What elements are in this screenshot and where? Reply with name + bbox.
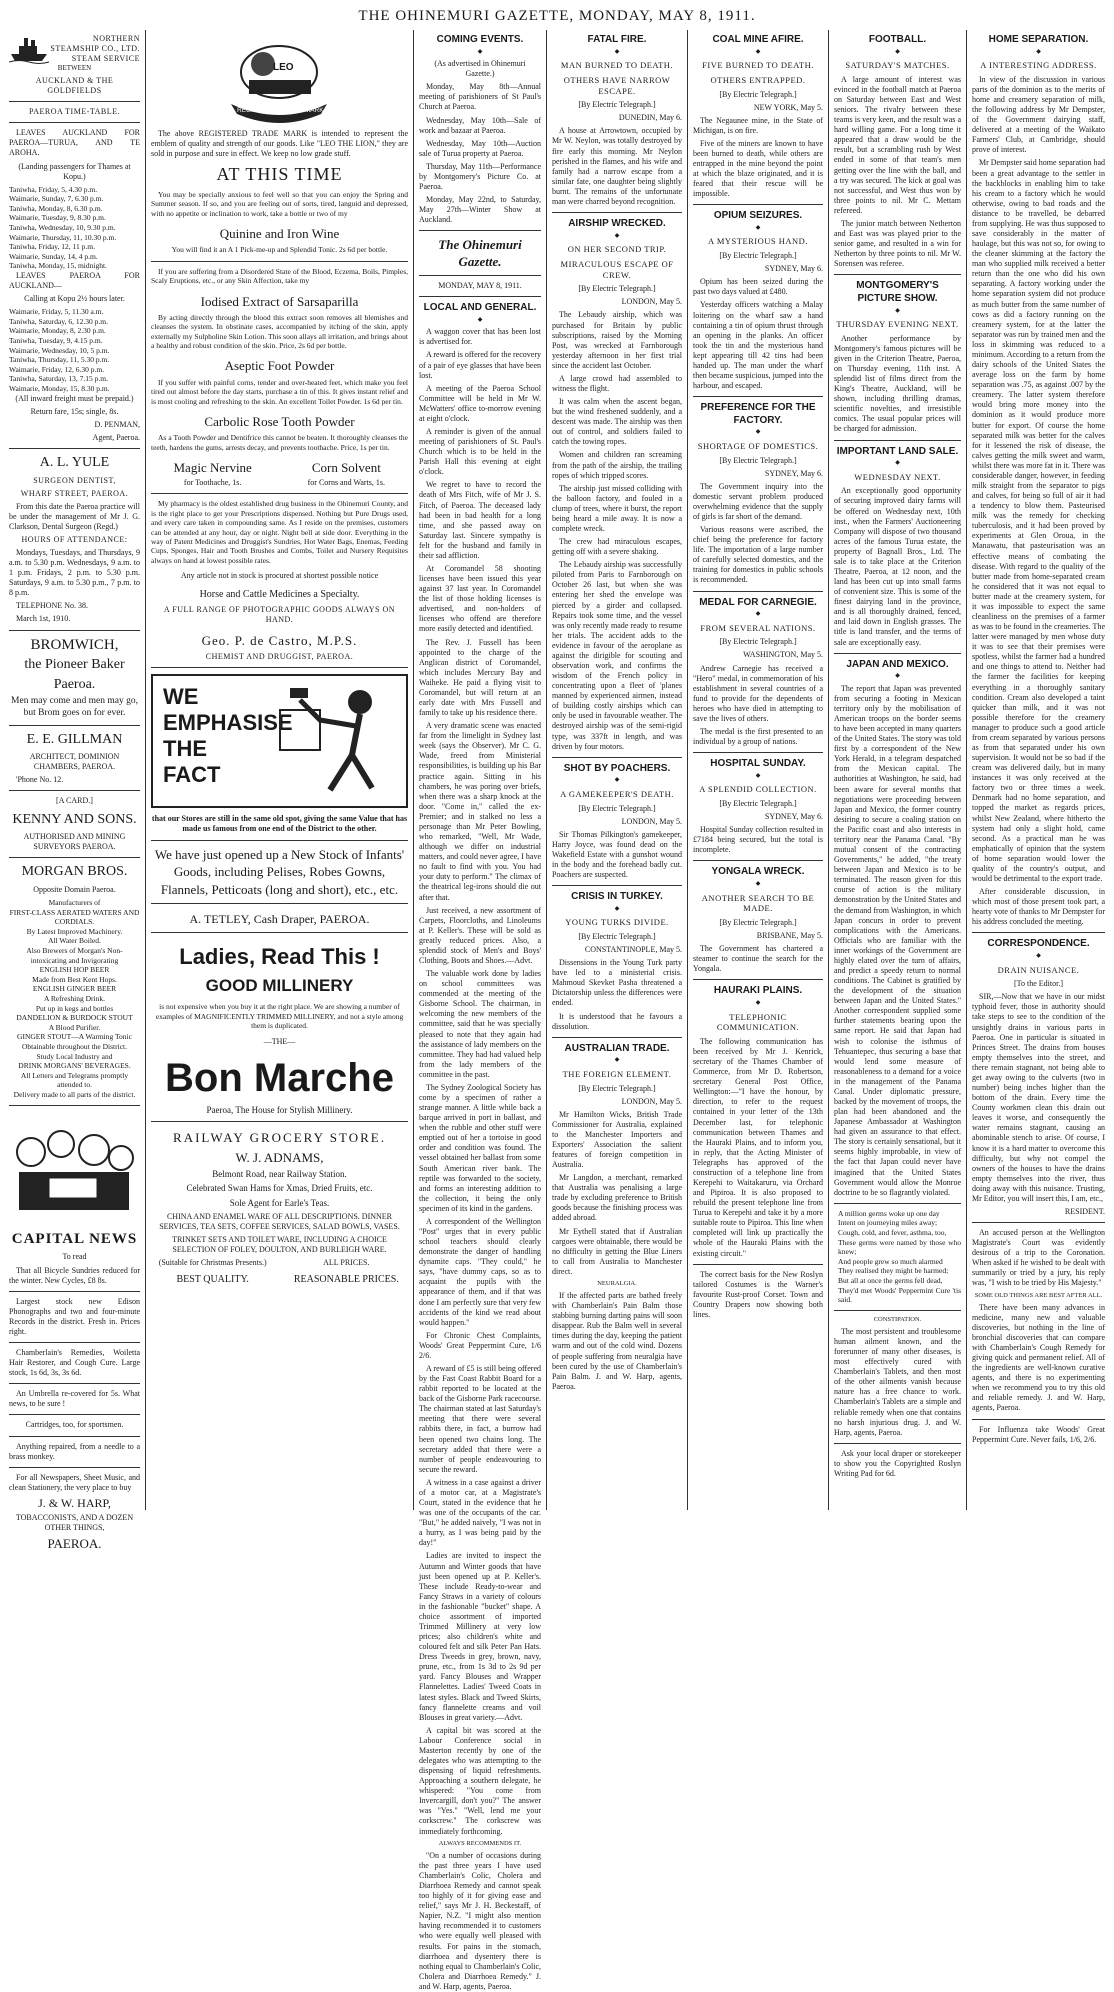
airship-para: A large crowd had assembled to witness the flight. [552,373,682,393]
home-para: After considerable discussion, in which most of those present took part, a hearty vote of thanks to Mr Dempster for his address concluded the meeting. [972,887,1105,927]
aus-para: Mr Hamilton Wicks, British Trade Commissioner for Australia, explained to the Manchester Importers and Exporters' Association the salient features of foreign competition in Australia. [552,1109,682,1170]
column-7: HOME SEPARATION. ◆ A INTERESTING ADDRESS. In view of the discussion in various parts of the dominion as to the merits of home and creamery separation of milk, the following address by Mr Dempster, of the Government dairying staff, delivered at a meeting of the Waikato Farmers' Club, at Cambridge, should prove of interest. Mr Dempster said home separation had been a great advantage to the settler in the backblocks in enabling him to take his cream to a factory which he would otherwise, owing to bad roads and the distance to be travelled, be debarred from supplying. He was thus supposed to save considerably in the matter of haulage, but this was not so, for owing to the cleaner skimming at the factory the man who supplied milk received a better return than the one who did his own separating. A factory working under the home separation system did not produce as much butter from the same number of cows as did a factory running on the creamery system, for at the latter the separator was run by trained men and the loss in skimming was reduced to a minimum. According to a return from the dairy schools of the United States the average loss on the farm by home separation was .75, as against .007 by the creamery. The latter system therefore would bring more money into the dominion as it would produce more butter for export. Of course the home separated milk was better for the calves for it lessened the risk of disease, the calves getting the milk sweet and warm, whilst there was more fat in it. There was considerable danger, however, in feeding milk straight from the separator to pigs and calves, for being so full of air it had a tendency to blow them. Pasteurised milk was the remedy for checking tuberculosis, and it had been proved by experiments at Glen Oroua, in the Manawatu, that pasteurisation was an effective means of combating the disease. With regard to the quality of the butter made from home-separated cream he considered that it was not equal to butter made at the creamery system, for it was impossible to expect the same cleanliness on the premises of a farmer as was to be found in the creameries. The latter were managed by men whose duty it was to see that their premises were spotless, whilst the farmer had a hundred and one things to attend to. Neither had the farmer the facilities for keeping everything in a thoroughly sanitary condition. Cream also developed a taint quicker than milk, and it was not possible therefore for the creamery manager to produce such a good article from cream separated by various persons as from that separated under his own supervision. It would not be so bad if the cream was delivered daily, but in many instances it was only received at the factory two or three times a week. Denmark had no home separation, and topped the market as regards prices, whilst New Zealand, where hitherto the system had only a slight hold, came second. As a practical man he was emphatically of opinion that the system of home separation would lower the quality of the country's output, and would be detrimental to the export trade. After considerable discussion, in which most of those present took part, a hearty vote of thanks to Mr Dempster for his address concluded the meeting. CORRESPONDENCE. ◆ DRAIN NUISANCE. [To the Editor.] SIR,—Now that we have in our midst typhoid fever, those in authority should take steps to see to the condition of the unsightly drains in various parts in Paeroa. One in particular is situated in Princes Street. The drains from houses empty themselves into the street, and there remain stagnant, not being able to get away owing to the culverts (two in number) being inches higher than the bottom of the drain. Every time the County workmen clean this drain out leaves it worse, and consequently the water remains stagnant, causing an abominable stench to arise. Of course, I know it is a hard matter to overcome this difficulty, but why not compel the owners of the houses to have the drains empty themselves into the river, thus doing away with this nuisance. Trusting, Mr Editor, you will insert this, I am, etc., RESIDENT. An accused person at the Wellington Magistrate's Court was evidently desirous of a trip to the Coronation. When asked if he wished to be dealt with summarily or tried by a jury, his reply was, "I wish to be tried by His Majesty." SOME OLD THINGS ARE BEST AFTER ALL. There have been many advances in medicine, many new and valuable discoveries, but nothing in the line of bronchial discoveries that can compare with Chamberlain's Cough Remedy for giving quick and permanent relief. All of the ingredients are well-known curative agents, and there is no experimenting when we recommend you to try this old and reliable remedy. J. and W. Harp, agents, Paeroa. For Influenza take Woods' Great Peppermint Cure. Never fails, 1/6, 2/6. [972,34,1105,1444]
fire-sub-2: OTHERS HAVE NARROW ESCAPE. [563,74,671,96]
local-item: The valuable work done by ladies on school committees was commended at the meeting of the Gisborne School. The chairman, in welcoming the new members of the committee, said that he was specially pleased to note that they again had the assistance of lady members on the committee. They had had valued help from the lady members of the committee in the past. [419,969,541,1079]
hams-line: Celebrated Swan Hams for Xmas, Dried Fruits, etc. [186,1183,373,1194]
column-2 [146,30,414,1510]
pref-telegraph: [By Electric Telegraph.] [719,455,797,465]
pharmacy-text: My pharmacy is the oldest established drug business in the Ohinemuri County, and is the right place to get your Prescriptions dispensed. Nothing but Pure Drugs used, and every care taken in compounding same. As I reside on the premises, customers can be attended at any hour, day or night. Night bell at side door. Everything in the way of Patent Medicines and Druggist's Sundries, Hot Water Bags, Enemas, Feeding Cups, Sponges, Hair and Tooth Brushes and Combs, Toilet and Nursery Requisites always on hand at lowest possible rates. [151,499,408,565]
capital-line: An Umbrella re-covered for 5s. What news, to be sure ! [9,1389,140,1409]
tetley-line: A. TETLEY, Cash Draper, PAEROA. [189,912,370,927]
medal-para: The medal is the first presented to an individual by a group of nations. [693,727,823,747]
poem-line: A million germs woke up one day [838,1208,940,1218]
poem-line: Intent on journeying miles away; [838,1218,938,1228]
bromwich-2: the Pioneer Baker [24,657,125,673]
coal-place: NEW YORK, May 5. [753,102,823,112]
gazette-title: The Ohinemuri Gazette. [438,237,522,269]
capital-line: Chamberlain's Remedies, Woiletta Hair Restorer, and Cough Cure. Large stock, 1s 6d, 3s, 3s 6d. [9,1348,140,1378]
fire-heading: FATAL FIRE. [587,34,647,45]
airship-para: The Lebaudy airship was successfully piloted from Paris to Farnborough on October 26 last, but when she was entering her shed the envelope was pierced by a girder and collapsed. Repairs took some time, and the vessel was only recently made ready to resume her trials. The accident adds to the evidence in favour of the aeroplane as against the dirigible for scouting and observation work, and confirms the wisdom of the French policy in concentrating upon a fleet of 'planes manned by experienced airmen, instead of building costly airships which can only be used in favourable weather. The destroyed airship was of the semi-rigid type, was 337ft in length, and was driven by four motors. [552,560,682,751]
return-fare: Return fare, 15s; single, 8s. [30,406,119,416]
drain-to: [To the Editor.] [1014,979,1063,989]
emphasise-text: that our Stores are still in the same old spot, giving the same Value that has made us famous from one end of the District to the other. [151,814,408,834]
calling-note: Calling at Kopu 2½ hours later. [24,294,125,304]
sailing-item: Waimarie, Friday, 5, 11.30 a.m. [9,307,104,317]
poach-sub: A GAMEKEEPER'S DEATH. [560,788,674,799]
aus-para: Mr Langdon, a merchant, remarked that Australia was penalising a large trade by excluding preference to British goods because the finishing process was added abroad. [552,1173,682,1223]
aseptic-heading: Aseptic Foot Powder [224,358,335,374]
morgan-line: Also Brewers of Morgan's Non-intoxicating and Invigorating [26,946,123,965]
medal-place: WASHINGTON, May 5. [743,650,823,660]
kenny-title: AUTHORISED AND MINING SURVEYORS PAEROA. [23,832,126,852]
medal-para: Andrew Carnegie has received a "Hero" medal, in commemoration of his establishment in several countries of a fund to provide for the dependents of heroes who have died in attempting to save the lives of others. [693,663,823,723]
hosp-heading: HOSPITAL SUNDAY. [710,758,806,770]
sailing-item: Taniwha, Tuesday, 9, 4.15 p.m. [9,336,103,346]
morgan-line: ENGLISH HOP BEER [39,965,110,975]
old-text: There have been many advances in medicine, many new and valuable discoveries, but nothing in the line of bronchial discoveries that can compare with Chamberlain's Cough Remedy for giving quick and permanent relief. All of the ingredients are well-known curative agents, and there is no experimenting when we recommend you to try this old and reliable remedy. J. and W. Harp, agents, Paeroa. [972,1302,1105,1413]
sailings-list-1 [9,185,140,271]
local-item: A reward is offered for the recovery of a pair of eye glasses that have been lost. [419,350,541,380]
local-item: Just received, a new assortment of Carpets, Floorcloths, and Linoleums at P. Keller's. These will be sold as greatly reduced prices. Also, a splendid stock of Men's and Boys' Clothing, Boots and Shoes.—Advt. [419,905,541,965]
man-hammering-illustration [260,680,400,800]
local-item: Ladies are invited to inspect the Autumn and Winter goods that have just been opened up at P. Keller's. These include Ready-to-wear and Fancy Straws in a variety of colours in the fashionable "bucket" shape. A choice assortment of imported Trimmed Millinery at very low prices; also children's white and coloured felt and silk Peter Pan Hats. Dress Tweeds in grey, brown, navy, prune, etc., from 1s 3d to 2s 9d per yard. Fancy Blouses and Wrapper Flannelettes. Ladies' Tweed Coats in latest styles. Black and Tweed Skirts, fancy flannelette creams and voil Blouses in great variety.—Advt. [419,1551,541,1722]
const-text: The most persistent and troublesome human ailment known, and the forerunner of many other diseases, is most effectively cured with Chamberlain's Tablets, and then most of the other ailments vanish because nature has a free chance to work. Chamberlain's Tablets are a simple and reliable remedy when one that contains no harsh injurious drug. J. and W. Harp, agents, Paeroa. [834,1326,961,1437]
bromwich-text: Men may come and men may go, but Brom goes on for ever. [11,695,138,718]
pref-heading: PREFERENCE FOR THE FACTORY. [700,402,816,426]
agent-title: Agent, Paeroa. [92,432,140,442]
haur-sub: TELEPHONIC COMMUNICATION. [716,1011,800,1033]
event-item: Monday, May 8th—Annual meeting of parishioners of St Paul's Church at Paeroa. [419,82,541,112]
at-this-time-text: You may be specially anxious to feel well so that you can enjoy the Spring and Summer season. If so, and you are feeling out of sorts, tired, languid and depressed, with no appetite or inclination to work, take a bottle or two of my [151,189,408,218]
event-item: Wednesday, May 10th—Auction sale of Turua property at Paeroa. [419,138,541,158]
procured-text: Any article not in stock is procured at shortest possible notice [180,571,379,581]
hosp-telegraph: [By Electric Telegraph.] [719,799,797,809]
decastro-name: Geo. P. de Castro, M.P.S. [201,632,358,648]
roslyn-text: Ask your local draper or storekeeper to show you the Copyrighted Roslyn Writing Pad for 6d. [834,1448,961,1478]
column-6: FOOTBALL. ◆ SATURDAY'S MATCHES. A large amount of interest was evinced in the football match at Paeroa on Saturday between East and West seniors. The rivalry between these teams is very keen, and the result was a hard willing game. For a long time it appeared that a draw would be the result, but a scrambling rush by West ended in some of that team's men getting over the line with the ball, and a try was secured. The kick at goal was not successful, and West thus won by three points to nil. Mr C. Mettam refereed. The junior match between Netherton and East was was played prior to the senior game, and resulted in a win for Netherton by three points to nil. Mr W. Sorensen was referee. MONTGOMERY'S PICTURE SHOW. ◆ THURSDAY EVENING NEXT. Another performance by Montgomery's famous pictures will be given in the Criterion Theatre, Paeroa, on Thursday evening, 11th inst. A splendid list of films direct from the King's Theatre, Auckland, will be shown, including thrilling dramas, scientific novelties, and irresistible comics. The usual popular prices will be charged for admission. IMPORTANT LAND SALE. ◆ WEDNESDAY NEXT. An exceptionally good opportunity of securing improved dairy farms will be offered on Wednesday next, 10th inst., when the Farmers' Auctioneering Company will dispose of two thousand acres of the famous Turua estate, the property of Bagnall Bros., Ltd. The sale is to take place at the Criterion Theatre, Paeroa, at 12 noon, and the land has been cut up into small farms of convenient size. This is some of the finest dairying land in the province, and is all thoroughly drained, fenced, and laid down in English grasses. The title is land transfer, and the terms of sale are exceptionally easy. JAPAN AND MEXICO. ◆ The report that Japan was prevented from securing a footing in Mexican territory only by the mobilisation of American troops on the border seems to have been accepted in many quarters of the United States. The story was told first by a correspondent of the New York Herald, in a telegram despatched from the Mexican capital. The authorities at Washington, he said, had been aware for several months that negotiations were proceeding between Japan and Mexico, the former country desiring to secure a coaling station on the Pacific coast and also interests in territory near the Panama Canal. "By mutual consent of the contracting Governments," he added, "the treaty between Japan and Mexico is to be terminated. The reason given for this course of action is the military demonstration by the United States and the demand from Washington, in which Japan concurs in order to prevent complications with the Americans. Officials who are familiar with the inner workings of the Government are highly elated over the turn of affairs, and predict a speedy return to normal conditions. The Cabinet is gratified by the development of the situation between Japan and the United States." Another correspondent supplied some further statements bearing upon the same report. He said that Japan had wish to colonise the isthmus of Tehuantepec, thus securing a base that would lend some measure of reasonableness to a demand for a voice in the management of the Panama Canal. Under diplomatic pressure, backed by the movement of troops, the plan had been abandoned and the Japanese Ambassador at Washington had given an assurance to that effect. The story is certainly sensational, but it seems highly improbable, in view of the fact that Japan could never have imagined that the United States Government would allow the Monroe doctrine to be so flagrantly violated. A million germs woke up one day Intent on journeying miles away; Cough, cold, and fever, asthma, too, These germs were named by those who knew; And people grew so much alarmed They realised they might be harmed; But all at once the germs fell dead, They'd met Woods' Peppermint Cure 'tis said. CONSTIPATION. The most persistent and troublesome human ailment known, and the forerunner of many other diseases, is most effectively cured with Chamberlain's Tablets, and then most of the other ailments vanish because nature has a free chance to work. Chamberlain's Tablets are a simple and reliable remedy when one that contains no harsh injurious drug. J. and W. Harp, agents, Paeroa. Ask your local draper or storekeeper to show you the Copyrighted Roslyn Writing Pad for 6d. [829,30,967,1510]
sailing-item: Taniwha, Thursday, 11, 5.30 p.m. [9,355,110,365]
pref-sub: SHORTAGE OF DOMESTICS. [697,440,819,451]
event-item: Wednesday, May 10th—Sale of work and bazaar at Paeroa. [419,115,541,135]
turkey-heading: CRISIS IN TURKEY. [571,891,663,903]
quinine-text: You will find it an A 1 Pick-me-up and Splendid Tonic. 2s 6d per bottle. [171,245,388,255]
sailing-item: Taniwha, Saturday, 6, 12.30 p.m. [9,316,108,326]
local-item: A reminder is given of the annual meeting of parishioners of St. Paul's Church which is to be held in the Parish Hall this evening at eight o'clock. [419,426,541,477]
morgan-line: Put up in kegs and bottles [35,1003,114,1013]
local-item: A waggon cover that has been lost is advertised for. [419,327,541,347]
poem-line: But all at once the germs fell dead, [838,1275,943,1285]
foot-sub: SATURDAY'S MATCHES. [845,60,950,71]
local-item: For Chronic Chest Complaints, Woods' Great Peppermint Cure, 1/6 2/6. [419,1330,541,1360]
quinine-heading: Quinine and Iron Wine [219,226,340,242]
yule-address: WHARF STREET, PAEROA. [20,488,129,498]
sailing-item: Waimarie, Thursday, 11, 10.30 p.m. [9,232,117,242]
mont-heading: MONTGOMERY'S PICTURE SHOW. [856,280,939,304]
emph-line: THE [163,736,207,762]
hosp-place: SYDNEY, May 6. [764,812,823,822]
foot-para: The junior match between Netherton and East was was played prior to the senior game, and resulted in a win for Netherton by three points to nil. Mr W. Sorensen was referee. [834,218,961,269]
poach-place: LONDON, May 5. [621,816,682,826]
sailing-item: Waimarie, Monday, 15, 8.30 p.m. [9,384,110,393]
morgan-line: All Letters and Telegrams promptly attended to. [20,1070,129,1090]
column-5: COAL MINE AFIRE. ◆ FIVE BURNED TO DEATH. OTHERS ENTRAPPED. [By Electric Telegraph.] NEW YORK, May 5. The Negaunee mine, in the State of Michigan, is on fire. Five of the miners are known to have been burned to death, while others are entrapped in the mine beyond the point at which the blaze originated, and it is feared that their rescue will be impossible. OPIUM SEIZURES. ◆ A MYSTERIOUS HAND. [By Electric Telegraph.] SYDNEY, May 6. Opium has been seized during the past two days valued at £480. Yesterday officers watching a Malay loitering on the wharf saw a hand containing a tin of opium thrust through an opening in the planks. An officer took the tin and the mysterious hand kept appearing till 42 tins had been handed up. The man under the wharf then became suspicious, jumped into the harbour, and escaped. PREFERENCE FOR THE FACTORY. ◆ SHORTAGE OF DOMESTICS. [By Electric Telegraph.] SYDNEY, May 6. The Government inquiry into the domestic servant problem produced overwhelming evidence that the supply of girls is far short of the demand. Various reasons were ascribed, the chief being the preference for factory life. The importation of a large number of carefully selected domestics, and the training for domestics in public schools is recommended. MEDAL FOR CARNEGIE. ◆ FROM SEVERAL NATIONS. [By Electric Telegraph.] WASHINGTON, May 5. Andrew Carnegie has received a "Hero" medal, in commemoration of his establishment in several countries of a fund to provide for the dependents of heroes who have died in attempting to save the lives of others. The medal is the first presented to an individual by a group of nations. HOSPITAL SUNDAY. ◆ A SPLENDID COLLECTION. [By Electric Telegraph.] SYDNEY, May 6. Hospital Sunday collection resulted in £7184 being secured, but the total is incomplete. YONGALA WRECK. ◆ ANOTHER SEARCH TO BE MADE. [By Electric Telegraph.] BRISBANE, May 5. The Government has chartered a steamer to continue the search for the Yongala. HAURAKI PLAINS. ◆ TELEPHONIC COMMUNICATION. The following communication has been received by Mr J. Kenrick, secretary of the Thames Chamber of Commerce, from Mr D. Robertson, secretary General Post Office, Wellington:—"I have the honour, by direction, to refer to the request contained in your letter of the 13th December last, for telephonic communication between Thames and the Hauraki Plains, and to inform you, in reply, that the Acting Minister of Telegraphs has approved of the construction of a telephone line from Kerepehi to Waitakaruru, via Orchard and Pipiroa. It is also proposed to rebuild the present telephone line from Turua to Kerepehi and take it by a more suitable route to Pipiroa. This line when completed will link up practically the whole of the Hauraki Plains with the existing circuit." The correct basis for the New Roslyn tailored Costumes is the Warner's favourite Rust-proof Corset. Town and Country Drapers now showing both lines. [688,30,829,1510]
opium-para: Yesterday officers watching a Malay loitering on the wharf saw a hand containing a tin of opium thrust through an opening in the planks. An officer took the tin and the mysterious hand kept appearing till 42 tins had been handed up. The man under the wharf then became suspicious, jumped into the harbour, and escaped. [693,300,823,391]
morgan-line: FIRST-CLASS AERATED WATERS AND CORDIALS. [9,907,140,927]
opium-telegraph: [By Electric Telegraph.] [719,251,797,261]
mont-sub: THURSDAY EVENING NEXT. [836,319,959,330]
date-line: March 1st, 1910. [16,614,71,624]
harp-name: J. & W. HARP, [38,1495,111,1510]
leaves-paeroa: LEAVES PAEROA FOR AUCKLAND— [9,271,140,291]
aseptic-text: If you suffer with painful corns, tender and over-heated feet, which make you feel tired out almost before the day starts, purchase a tin of this. It gives instant relief and is most cooling and refreshing to the skin. An excellent Toilet Powder. 1s 6d per tin. [151,377,408,406]
opium-sub: A MYSTERIOUS HAND. [708,236,808,247]
leaves-auckland: LEAVES AUCKLAND FOR PAEROA—TURUA, AND TE AROHA. [9,128,140,158]
old-heading: SOME OLD THINGS ARE BEST AFTER ALL. [974,1291,1103,1299]
home-para: In view of the discussion in various parts of the dominion as to the merits of home and creamery separation of milk, the following address by Mr Dempster, of the Government dairying staff, delivered at a meeting of the Waikato Farmers' Club, at Cambridge, should prove of interest. [972,74,1105,155]
gillman-name: E. E. GILLMAN [26,731,123,747]
gillman-title: ARCHITECT, DOMINION CHAMBERS, PAEROA. [29,752,120,772]
railway-heading: RAILWAY GROCERY STORE. [173,1130,386,1146]
coal-sub-1: FIVE BURNED TO DEATH. [702,60,814,71]
neuralgia-text: If the affected parts are bathed freely with Chamberlain's Pain Balm those stabbing burning darting pains will soon disappear. Rub the Balm well in several times during the day, keeping the patient warm and out of the cold wind. Dozens of people suffering from neuralgia have been cured by the use of Chamberlain's Pain Balm. J. and W. Harp, agents, Paeroa. [552,1291,682,1391]
column-3: COMING EVENTS. ◆ (As advertised in Ohinemuri Gazette.) Monday, May 8th—Annual meeting of parishioners of St Paul's Church at Paeroa. Wednesday, May 10th—Sale of work and bazaar at Paeroa. Wednesday, May 10th—Auction sale of Turua property at Paeroa. Thursday, May 11th—Performance by Montgomery's Picture Co. at Paeroa. Monday, May 22nd, to Saturday, May 27th—Winter Show at Auckland. The Ohinemuri Gazette. MONDAY, MAY 8, 1911. LOCAL AND GENERAL. ◆ A waggon cover that has been lost is advertised for. A reward is offered for the recovery of a pair of eye glasses that have been lost. A meeting of the Paeroa School Committee will be held in Mr W. McWatters' office to-morrow evening at eight o'clock. A reminder is given of the annual meeting of parishioners of St. Paul's Church which is to be held in the Parish Hall this evening at eight o'clock. We regret to have to record the death of Mrs Fitch, wife of Mr J. S. Fitch, of Paeroa. The deceased lady had been in bad health for a long time, and she passed away on Saturday last. Sincere sympathy is felt for the husband and family in their sad affliction. At Coromandel 58 shooting licenses have been issued this year against 37 last year. In Coromandel the list of those holding licenses is advertised, and non-holders of licenses who offend are therefore more easily detected and identified. The Rev. J. Fussell has been appointed to the charge of the Anglican district of Coromandel, which includes Mercury Bay and Waiheke. He paid a flying visit to Coromandel, but will return at an early date with Mrs Fussell and family to take up his residence there. A very dramatic scene was enacted far from the limelight in Sydney last week (says the Observer). Mr C. G. Wade, freed from Ministerial responsibilities, is building up his Bar practice again. Sitting in his chambers, he was poring over briefs, when there was a sharp knock at the door. "Come in," called the ex-Premier; and in stalked no less a personage than Mr Peter Bowling, who remarked, "Well, Mr Wade, although we differ on industrial matters, and could never agree, I have no fault to find with you. You had your duty to perform." The climax of the theatrical leg-irons should die out after that. Just received, a new assortment of Carpets, Floorcloths, and Linoleums at P. Keller's. These will be sold as greatly reduced prices. Also, a splendid stock of Men's and Boys' Clothing, Boots and Shoes.—Advt. The valuable work done by ladies on school committees was commended at the meeting of the Gisborne School. The chairman, in welcoming the new members of the committee, said that he was specially pleased to note that they again had the assistance of lady members on the committee. They had had valued help from the lady members of the committee in the past. The Sydney Zoological Society has come by a specimen of rather a strange manner. A little while back a barque arrived in port in ballast, and when the rubble and other stuff were emptied out of her a tortoise in good order and condition was found. The vessel obtained her ballast from some South American river bank. The reptile was forwarded to the society, and forms an interesting addition to the collection, it being the only specimen of its kind in the gardens. A correspondent of the Wellington "Post" urges that in every public school teachers should clearly demonstrate the danger of handling dynamite caps. "They could," he says, "have dummy caps, so as to acquaint the pupils with the appearance of them, and if that was done I am perfectly sure that very few accidents of the kind we read about would happen." For Chronic Chest Complaints, Woods' Great Peppermint Cure, 1/6 2/6. A reward of £5 is still being offered by the Fast Coast Rabbit Board for a rabbit reported to be located at the back of the Gisborne Park racecourse. The chairman stated at last Saturday's meeting that there were several rabbits there, in fact, a burrow had been opened two chains long. The secretary added that there were a number of people endeavouring to secure the reward. A witness in a case against a driver of a motor car, at a Magistrate's Court, stated in the evidence that he was one of the occupants of the car. "But," he added naively, "I was not in a hurry, as I was being paid by the day!" Ladies are invited to inspect the Autumn and Winter goods that have just been opened up at P. Keller's. These include Ready-to-wear and Fancy Straws in a variety of colours in the fashionable "bucket" shape. A choice assortment of imported Trimmed Millinery at very low prices; also children's white and coloured felt and silk Peter Pan Hats. Dress Tweeds in grey, brown, navy, prune, etc., from 1s 3d to 2s 9d per yard. Fancy Blouses and Wrapper Flannelettes. Ladies' Tweed Coats in latest styles. Black and Tweed Skirts, fancy flannelette creams and voil Blouses in great variety.—Advt. A capital bit was scored at the Labour Conference social in Masterton recently by one of the delegates who was attempting to the dispensing of liquid refreshments. Approaching a southern delegate, he whispered: "You come from Invercargill, don't you?" The answer was "Yes." "Well, lend me your corkscrew." The corkscrew was immediately forthcoming. ALWAYS RECOMMENDS IT. "On a number of occasions during the past three years I have used Chamberlain's Colic, Cholera and Diarrhoea Remedy and cannot speak too highly of it for giving ease and relief," says Mr J. H. Beckestaff, of Napier, N.Z. "I might also mention having recommended it to customers who were equally well pleased with results. For pains in the stomach, diarrhoea and dysentery there is nothing equal to Chamberlain's Colic, Cholera and Diarrhoea Remedy." J. and W. Harp, agents, Paeroa. [414,30,547,1510]
hours-title: HOURS OF ATTENDANCE: [21,534,128,544]
bon-marche-sub: Paeroa, The House for Stylish Millinery. [206,1105,353,1116]
capital-line: Largest stock new Edison Phonographs and two and four-minute Records in the district. Fresh in. Prices right. [9,1296,140,1336]
germs-poem [834,1209,961,1305]
always-text: "On a number of occasions during the past three years I have used Chamberlain's Colic, Cholera and Diarrhoea Remedy and cannot speak too highly of it for giving ease and relief," says Mr J. H. Beckestaff, of Napier, N.Z. "I might also mention having recommended it to customers who were equally well pleased with results. For pains in the stomach, diarrhoea and dysentery there is nothing equal to Chamberlain's Colic, Cholera and Diarrhoea Remedy." J. and W. Harp, agents, Paeroa. [419,1850,541,1991]
airship-para: Women and children ran screaming from the path of the airship, the trailing ropes of which tripped scores. [552,450,682,480]
haur-heading: HAURAKI PLAINS. [713,985,803,997]
local-item: At Coromandel 58 shooting licenses have been issued this year against 37 last year. In Coromandel the list of those holding licenses is advertised, and non-holders of licenses who offend are therefore more easily detected and identified. [419,564,541,634]
the-label: —THE— [263,1036,296,1046]
yong-text: The Government has chartered a steamer to continue the search for the Yongala. [693,944,823,974]
capital-line: Anything repaired, from a needle to a brass monkey. [9,1441,140,1461]
route-label: AUCKLAND & THE GOLDFIELDS [35,76,114,96]
emph-line: WE [163,684,199,710]
event-item: Thursday, May 11th—Performance by Montgomery's Picture Co. at Paeroa. [419,161,541,191]
local-item: A witness in a case against a driver of a motor car, at a Magistrate's Court, stated in the evidence that he was one of the occupants of the car. "But," he added naively, "I was not in a hurry, as I was being paid by the day!" [419,1477,541,1548]
sailing-item: Waimarie, Monday, 8, 2.30 p.m. [9,326,106,336]
neuralgia-heading: NEURALGIA. [597,1279,637,1287]
landing-note: (Landing passengers for Thames at Kopu.) [18,161,131,181]
yule-title: SURGEON DENTIST, [33,475,116,485]
foot-heading: FOOTBALL. [868,34,927,45]
airship-place: LONDON, May 5. [621,297,682,307]
local-item: A capital bit was scored at the Labour Conference social in Masterton recently by one of the delegates who was attempting to the dispensing of liquid refreshments. Approaching a southern delegate, he whispered: "You come from Invercargill, don't you?" The answer was "Yes." "Well, lend me your corkscrew." The corkscrew was immediately forthcoming. [419,1725,541,1836]
coal-para: The Negaunee mine, in the State of Michigan, is on fire. [693,115,823,135]
sailing-item: Taniwha, Friday, 12, 11 p.m. [9,242,95,252]
corn-heading: Corn Solvent [311,460,381,476]
local-item: The Rev. J. Fussell has been appointed to the charge of the Anglican district of Coromandel, which includes Mercury Bay and Waiheke. He paid a flying visit to Coromandel, but will return at an early date with Mrs Fussell and family to take up his residence there. [419,637,541,718]
capital-line: That all Bicycle Sundries reduced for the winter. New Cycles, £8 8s. [9,1265,140,1285]
event-item: Monday, May 22nd, to Saturday, May 27th—Winter Show at Auckland. [419,195,541,225]
opium-heading: OPIUM SEIZURES. [713,210,803,222]
airship-para: The airship just missed colliding with the balloon factory, and fouled in a clump of trees, where it burst, the report being heard a mile away. It is now a complete wreck. [552,483,682,533]
morgan-line: GINGER STOUT—A Warming Tonic [17,1032,132,1042]
gazette-date: MONDAY, MAY 8, 1911. [438,281,522,291]
iodised-intro: If you are suffering from a Disordered State of the Blood, Eczema, Boils, Pimples, Scaly Eruptions, etc., or any Skin Affection, take my [151,266,408,286]
turkey-telegraph: [By Electric Telegraph.] [578,931,656,941]
capital-news: CAPITAL NEWS [11,1230,138,1247]
reasonable-prices: REASONABLE PRICES. [293,1274,399,1286]
yong-sub: ANOTHER SEARCH TO BE MADE. [701,892,815,914]
sailing-item: Waimarie, Wednesday, 10, 5 p.m. [9,345,110,355]
ladies-heading: Ladies, Read This ! [179,944,380,970]
const-heading: CONSTIPATION. [873,1315,922,1323]
foot-para: A large amount of interest was evinced in the football match at Paeroa on Saturday between East and West seniors. The rivalry between these teams is very keen, and the result was a hard willing game. For a long time it appeared that a draw would be the result, but a scrambling rush by West ended in some of that team's men getting over the line with the ball, and a try was secured. The kick at goal was not successful, and West thus won by three points to nil. Mr C. Mettam refereed. [834,74,961,215]
iodised-text: By acting directly through the blood this extract soon removes all blemishes and cleanses the system. In obstinate cases, accompanied by itching of the skin, apply externally my Sulpholine Skin Lotion. This soon allays all irritation, and brings about a healthy and robust condition of the skin. Price, 2s 6d per bottle. [151,312,408,351]
freight-note: (All inward freight must be prepaid.) [15,393,134,403]
yong-telegraph: [By Electric Telegraph.] [719,917,797,927]
medal-telegraph: [By Electric Telegraph.] [719,637,797,647]
chemist-line: CHEMIST AND DRUGGIST, PAEROA. [205,652,354,662]
haur-para: The following communication has been received by Mr J. Kenrick, secretary of the Thames Chamber of Commerce, from Mr D. Robertson, secretary General Post Office, Wellington:—"I have the honour, by direction, to refer to the request contained in your letter of the 13th December last, for telephonic communication between Thames and the Hauraki Plains, and to inform you, in reply, that the Acting Minister of Telegraphs has approved of the construction of a telephone line from Kerepehi to Waitakaruru, via Orchard and Pipiroa. It is also proposed to rebuild the present telephone line from Turua to Kerepehi and take it by a more suitable route to Pipiroa. This line when completed will link up practically the whole of the Hauraki Plains with the existing circuit." [693,1036,823,1258]
land-sub: WEDNESDAY NEXT. [854,471,941,482]
corn-sub: for Corns and Warts, 1s. [307,478,386,488]
steamship-service: STEAM SERVICE [71,54,140,64]
sailing-item: Taniwha, Monday, 8, 6.30 p.m. [9,203,103,213]
aus-para: Mr Eythell stated that if Australian cargoes were obtainable, there would be no difficulty in getting the Blue Liners to call from Australia to Manchester direct. [552,1226,682,1276]
adnams-address: Belmont Road, near Railway Station. [212,1169,347,1180]
hosp-text: Hospital Sunday collection resulted in £7184 being secured, but the total is incomplete. [693,825,823,855]
capital-line: Cartridges, too, for sportsmen. [25,1420,124,1430]
iodised-heading: Iodised Extract of Sarsaparilla [200,293,359,309]
morgan-location: Opposite Domain Paeroa. [33,884,116,894]
morgan-list [9,898,140,1099]
local-item: A correspondent of the Wellington "Post" urges that in every public school teachers should clearly demonstrate the danger of handling dynamite caps. "They could," he says, "have dummy caps, so as to acquaint the pupils with the appearance of them, and if that was done I am perfectly sure that very few accidents of the kind we read about would happen." [419,1216,541,1327]
all-prices: ALL PRICES. [323,1258,370,1268]
local-item: The Sydney Zoological Society has come by a specimen of rather a strange manner. A little while back a barque arrived in port in ballast, and when the rubble and other stuff were emptied out of her a tortoise in good order and condition was found. The vessel obtained her ballast from some South American river bank. The reptile was forwarded to the society, and forms an interesting addition to the collection, it being the only specimen of its kind in the gardens. [419,1082,541,1213]
pref-para: Various reasons were ascribed, the chief being the preference for factory life. The importation of a large number of carefully selected domestics, and the training for domestics in public schools is recommended. [693,525,823,585]
turkey-sub: YOUNG TURKS DIVIDE. [565,917,669,928]
carbolic-heading: Carbolic Rose Tooth Powder [204,413,355,429]
coal-para: Five of the miners are known to have been burned to death, while others are entrapped in the mine beyond the point at which the blaze originated, and it is feared that their rescue will be impossible. [693,138,823,199]
coal-heading: COAL MINE AFIRE. [712,34,804,45]
nervine-heading: Magic Nervine [173,460,252,476]
aus-place: LONDON, May 5. [621,1096,682,1106]
millinery-heading: GOOD MILLINERY [205,976,354,996]
yule-name: A. L. YULE [39,454,110,470]
poach-text: Sir Thomas Pilkington's gamekeeper, Harry Joyce, was found dead on the Wakefield Estate with a gunshot wound in the body and the forehead badly cut. Poachers are suspected. [552,829,682,880]
fire-text: A house at Arrowtown, occupied by Mr W. Neylon, was totally destroyed by fire early this morning. Mr Neylon perished in the flames, and his wife and family had a narrow escape from a similar fate, one daughter being slightly burnt. The remains of the unfortunate man were charred beyond recognition. [552,126,682,206]
photographic-text: A FULL RANGE OF PHOTOGRAPHIC GOODS ALWAYS ON HAND. [163,604,396,624]
between-label: BETWEEN [57,64,92,73]
sailing-item: Taniwha, Saturday, 13, 7.15 p.m. [9,374,108,384]
harp-line: TOBACCONISTS, AND A DOZEN OTHER THINGS, [15,1512,134,1532]
coal-telegraph: [By Electric Telegraph.] [719,89,797,99]
poem-line: They realised they might be harmed; [838,1266,949,1276]
adnams-name: W. J. ADNAMS, [235,1149,324,1165]
pref-place: SYDNEY, May 6. [764,468,823,478]
airship-sub-1: ON HER SECOND TRIP. [567,244,667,255]
fire-place: DUNEDIN, May 6. [618,113,682,123]
masthead: THE OHINEMURI GAZETTE, MONDAY, MAY 8, 1911. [358,8,756,24]
turkey-place: CONSTANTINOPLE, May 5. [584,945,682,955]
local-item: A meeting of the Paeroa School Committee will be held in Mr W. McWatters' office to-morrow evening at eight o'clock. [419,383,541,423]
harp-town: PAEROA. [47,1536,102,1552]
trinket-line: TRINKET SETS AND TOILET WARE, INCLUDING A CHOICE SELECTION OF FOLEY, DOULTON, AND BURLEIGH WARE. [172,1235,387,1255]
airship-para: It was calm when the ascent began, but the wind freshened suddenly, and a descent was made. The airship was then out of control, and soldiers failed to catch the towing ropes. [552,397,682,447]
nervine-sub: for Toothache, 1s. [183,478,242,488]
home-heading: HOME SEPARATION. [988,34,1089,45]
sailing-item: Taniwha, Monday, 15, midnight. [9,261,107,271]
hosp-sub: A SPLENDID COLLECTION. [699,784,817,795]
leo-label: LEO [273,62,294,73]
millinery-text: is not expensive when you buy it at the right place. We are showing a number of examples of MAGNIFICENTLY TRIMMED MILLINERY, and not a style among them is duplicated. [155,1002,404,1031]
aus-heading: AUSTRALIAN TRADE. [564,1042,670,1054]
home-para: Mr Dempster said home separation had been a great advantage to the settler in the backblocks in enabling him to take his cream to a factory which he would otherwise, owing to bad roads and the distance to be travelled, be debarred from supplying. He was thus supposed to save considerably in the matter of haulage, but this was not so, for owing to the cleaner skimming at the factory the man who supplied milk received a better return than the one who did his own separating. A factory working under the home separation system did not produce as much butter from the same number of cows as did a factory running on the creamery system, for at the latter the separator was run by trained men and the loss in skimming was reduced to a minimum. According to a return from the dairy schools of the United States the average loss on the farm by home separation was .75, as against .007 by the creamery. The latter system therefore would bring more money into the dominion as it would produce more butter for export. Of course the home separated milk was better for the calves for it lessened the risk of disease, the calves getting the milk sweet and warm, whilst there was more fat in it. There was considerable danger, however, in feeding milk straight from the separator to pigs and calves, for being so full of air it had a tendency to blow them. Pasteurised milk was the remedy for checking tuberculosis, and it had been proved by experiments at Glen Oroua, in the Manawatu, that pasteurisation was an effective means of combating the disease. With regard to the quality of the butter made from home-separated cream he considered that it was not equal to butter made at the creamery system, for it was impossible to expect the same cleanliness on the premises of a farmer as was to be found in the creameries. The latter were managed by men whose duty it was to see that their premises were spotless, whilst the farmer had a hundred and one things to attend to. Neither had the farmer the facilities for keeping everything in a thoroughly sanitary condition. Cream also developed a taint quicker than milk, and it was not possible therefore for the creamery manager to produce such a good article from cream separated by various persons as from that separated under his own supervision. It would not be so bad if the cream was delivered daily, but in many instances it was only received at the factory two or three times a week. Denmark had no home separation, and topped the market as regards prices, whilst New Zealand, where hitherto the system had only a slight hold, came second. As a practical man he was emphatically of opinion that the system of home separation would lower the quality of the country's output, and would be detrimental to the export trade. [972,158,1105,884]
sailing-item: Waimarie, Sunday, 7, 6.30 p.m. [9,194,104,204]
capital-line: To read [62,1252,87,1262]
airship-sub-2: MIRACULOUS ESCAPE OF CREW. [560,258,674,280]
morgan-line: Made from Best Kent Hops. [32,974,117,984]
new-stock-text: We have just opened up a New Stock of Infants' Goods, including Pelises, Robes Gowns, Flannels, Petticoats (long and short), etc., etc. [154,846,405,897]
sailing-item: Taniwha, Wednesday, 10, 9.30 p.m. [9,223,116,233]
morgan-line: By Latest Improved Machinery. [26,926,123,936]
poem-line: And people grew so much alarmed [838,1256,943,1266]
local-item: A very dramatic scene was enacted far from the limelight in Sydney last week (says the Observer). Mr C. G. Wade, freed from Ministerial responsibilities, is building up his Bar practice again. Sitting in his chambers, he was poring over briefs, when there was a sharp knock at the door. "Come in," called the ex-Premier; and in stalked no less a personage than Mr Peter Bowling, who remarked, "Well, Mr Wade, although we differ on industrial matters, and could never agree, I have no fault to find with you. You had your duty to perform." The climax of the theatrical leg-irons should die out after that. [419,721,541,902]
card-label: [A CARD.] [56,796,93,806]
steamship-name: NORTHERN STEAMSHIP CO., LTD. [50,34,140,54]
mont-text: Another performance by Montgomery's famous pictures will be given in the Criterion Theatre, Paeroa, on Thursday evening, 11th inst. A splendid list of films direct from the King's Theatre, Auckland, will be shown, including thrilling dramas, scientific novelties, and irresistible comics. The usual popular prices will be charged for admission. [834,333,961,434]
hours-text: Mondays, Tuesdays, and Thursdays, 9 a.m. to 5.30 p.m. Wednesdays, 9 a.m. to 1 p.m. Fridays, 2 p.m. to 5.30 p.m. Saturdays, 9 a.m. to 5.30 p.m., 7 p.m. to 8 p.m. [9,548,140,598]
airship-heading: AIRSHIP WRECKED. [568,218,666,230]
sailing-item: Waimarie, Tuesday, 9, 8.30 p.m. [9,213,106,223]
medal-heading: MEDAL FOR CARNEGIE. [699,596,817,608]
yong-heading: YONGALA WRECK. [711,866,805,878]
resident-sign: RESIDENT. [1064,1206,1105,1216]
drain-sub: DRAIN NUISANCE. [997,964,1080,975]
poem-line: Cough, cold, and fever, asthma, too, [838,1227,947,1237]
column-1 [4,30,146,1552]
emph-line: EMPHASISE [163,710,293,736]
turkey-para: It is understood that he favours a dissolution. [552,1011,682,1031]
gillman-phone: 'Phone No. 12. [16,775,64,785]
kenny-name: KENNY AND SONS. [12,811,137,827]
carbolic-text: As a Tooth Powder and Dentifrice this cannot be beaten. It thoroughly cleanses the teeth, hardens the gums, arrests decay, and prevents toothache. Price, 1s per tin. [151,433,408,452]
agent-name: D. PENMAN, [94,419,140,429]
corr-heading: CORRESPONDENCE. [987,938,1090,950]
morgan-line: DANDELION & BURDOCK STOUT [16,1013,133,1023]
local-item: We regret to have to record the death of Mrs Fitch, wife of Mr J. S. Fitch, of Paeroa. The deceased lady had been in bad health for a long time, and she passed away on Saturday last. Sincere sympathy is felt for the husband and family in their sad affliction. [419,480,541,560]
morgan-line: A Blood Purifier. [48,1022,101,1032]
events-sub: (As advertised in Ohinemuri Gazette.) [434,59,526,79]
trademark-label: REGISTERED TRADE MARK [237,107,324,114]
fire-sub-1: MAN BURNED TO DEATH. [560,60,674,71]
newspaper-page [4,30,1110,1991]
coal-sub-2: OTHERS ENTRAPPED. [710,74,806,85]
morgan-name: MORGAN BROS. [21,864,128,880]
japan-para: The report that Japan was prevented from securing a footing in Mexican territory only by the mobilisation of American troops on the border seems to have been accepted in many quarters of the United States. The story was told first by a correspondent of the New York Herald, in a telegram despatched from the Mexican capital. The authorities at Washington, he said, had been aware for several months that negotiations were proceeding between Japan and Mexico, the former country desiring to secure a coaling station on the Pacific coast and also interests in territory near the Panama Canal. "By mutual consent of the contracting Governments," he added, "the treaty between Japan and Mexico is to be terminated. The reason given for this course of action is the military demonstration by the United States and the demand from Washington, in which Japan concurs in order to prevent complications with the Americans. Officials who are familiar with the inner workings of the Government are highly elated over the turn of affairs, and predict a speedy return to normal conditions. The Cabinet is gratified by the development of the situation between Japan and the United States." Another correspondent supplied some further statements bearing upon the same report. He said that Japan had wish to colonise the isthmus of Tehuantepec, thus securing a base that would lend some measure of reasonableness to a demand for a voice in the management of the Panama Canal. Under diplomatic pressure, backed by the movement of troops, the plan had been abandoned and the Japanese Ambassador at Washington had given an assurance to that effect. The story is certainly sensational, but it seems highly improbable, in view of the fact that Japan could never have imagined that the United States Government would allow the Monroe doctrine to be so flagrantly violated. [834,683,961,1197]
airship-para: The crew had miraculous escapes, getting off with a severe shaking. [552,537,682,557]
pref-para: The Government inquiry into the domestic servant problem produced overwhelming evidence that the supply of girls is far short of the demand. [693,481,823,522]
sailing-item: Waimarie, Friday, 12, 6.30 p.m. [9,364,105,374]
sailings-list-2 [9,307,140,393]
horse-heading: Horse and Cattle Medicines a Specialty. [199,589,360,601]
poem-line: These germs were named by those who knew; [838,1237,961,1257]
morgan-line: Obtainable throughout the District. [22,1041,127,1051]
land-heading: IMPORTANT LAND SALE. [836,445,959,457]
morgan-line: All Water Boiled. [48,936,101,946]
yong-place: BRISBANE, May 5. [756,931,823,941]
woods-text: For Influenza take Woods' Great Peppermint Cure. Never fails, 1/6, 2/6. [972,1424,1105,1444]
morgan-line: A Refreshing Drink. [43,993,106,1003]
sailing-item: Taniwha, Friday, 5, 4.30 p.m. [9,184,98,194]
medal-sub: FROM SEVERAL NATIONS. [700,622,816,633]
at-this-time: AT THIS TIME [216,164,343,185]
morgan-line: ENGLISH GINGER BEER [32,984,117,994]
capital-line: For all Newspapers, Sheet Music, and clean Stationery, the very place to buy [9,1472,140,1492]
airship-telegraph: [By Electric Telegraph.] [578,284,656,294]
opium-place: SYDNEY, May 6. [764,264,823,274]
morgan-line: DRINK MORGANS' BEVERAGES. [18,1061,131,1071]
accused-text: An accused person at the Wellington Magistrate's Court was evidently desirous of a trip to the Coronation. When asked if he wished to be dealt with summarily or tried by a jury, his reply was, "I wish to be tried by His Majesty." [972,1228,1105,1288]
timetable-title: PAEROA TIME-TABLE. [28,107,121,117]
always-heading: ALWAYS RECOMMENDS IT. [438,1839,522,1847]
aus-sub: THE FOREIGN ELEMENT. [562,1068,672,1079]
drain-text: SIR,—Now that we have in our midst typhoid fever, those in authority should take steps to see to the condition of the unsightly drains in various parts in Paeroa. One in particular is situated in Princes Street. The drains from houses empty themselves into the street, and there remain stagnant, not being able to get away owing to the culverts (two in number) being inches higher than the bottom of the drain. Every time the County workmen clean this drain out leaves it worse, and consequently the water remains stagnant, causing an abominable stench to arise. Of course, I know it is a hard matter to overcome this difficulty, but why not compel the owners of the houses to have the drains empty themselves into the river, thus doing away with this nuisance. Trusting, Mr Editor, you will insert this, I am, etc., [972,992,1105,1203]
morgan-line: Manufacturers of [48,898,101,908]
land-text: An exceptionally good opportunity of securing improved dairy farms will be offered on Wednesday next, 10th inst., when the Farmers' Auctioneering Company will dispose of two thousand acres of the famous Turua estate, the property of Bagnall Bros., Ltd. The sale is to take place at the Criterion Theatre, Paeroa, at 12 noon, and the land has been cut up into small farms of convenient size. This is some of the finest dairying land in the province, and is all thoroughly drained, fenced, and laid down in English grasses. The title is land transfer, and the terms of sale are exceptionally easy. [834,486,961,647]
steamship-icon [9,34,49,64]
poem-line: They'd met Woods' Peppermint Cure 'tis said. [838,1285,961,1305]
corset-text: The correct basis for the New Roslyn tailored Costumes is the Warner's favourite Rust-proof Corset. Town and Country Drapers now showing both lines. [693,1269,823,1319]
morgan-line: Delivery made to all parts of the district. [13,1089,136,1099]
emph-line: FACT [163,762,221,788]
japan-heading: JAPAN AND MEXICO. [846,658,949,670]
telephone: TELEPHONE No. 38. [16,601,88,611]
yule-text: From this date the Paeroa practice will be under the management of Mr J. G. Clarkson, Dental Surgeon (Regd.) [9,501,140,531]
emphasise-ad [151,674,408,808]
bromwich-3: Paeroa. [53,677,96,693]
leo-intro: The above REGISTERED TRADE MARK is intended to represent the emblem of quality and strength of our goods. Like "LEO THE LION," they are sold in purpose and sure in effect. We keep no low grade stuff. [151,129,408,159]
china-line: CHINA AND ENAMEL WARE OF ALL DESCRIPTIONS. DINNER SERVICES, TEA SETS, COFFEE SERVICES, SALAD BOWLS, VASES. [159,1212,400,1232]
poach-heading: SHOT BY POACHERS. [563,762,671,774]
newsboys-illustration [9,1117,139,1217]
events-heading: COMING EVENTS. [436,34,524,45]
airship-para: The Lebaudy airship, which was purchased for Britain by public subscriptions, raised by the Morning Post, was wrecked at Farnborough yesterday afternoon in her first trial since the accident last October. [552,310,682,370]
poach-telegraph: [By Electric Telegraph.] [578,803,656,813]
sailing-item: Waimarie, Sunday, 14, 4 p.m. [9,251,98,261]
local-heading: LOCAL AND GENERAL. [423,302,537,314]
column-4: FATAL FIRE. ◆ MAN BURNED TO DEATH. OTHERS HAVE NARROW ESCAPE. [By Electric Telegraph.] DUNEDIN, May 6. A house at Arrowtown, occupied by Mr W. Neylon, was totally destroyed by fire early this morning. Mr Neylon perished in the flames, and his wife and family had a narrow escape from a similar fate, one daughter being slightly burnt. The remains of the unfortunate man were charred beyond recognition. AIRSHIP WRECKED. ◆ ON HER SECOND TRIP. MIRACULOUS ESCAPE OF CREW. [By Electric Telegraph.] LONDON, May 5. The Lebaudy airship, which was purchased for Britain by public subscriptions, raised by the Morning Post, was wrecked at Farnborough yesterday afternoon in her first trial since the accident last October. A large crowd had assembled to witness the flight. It was calm when the ascent began, but the wind freshened suddenly, and a descent was made. The airship was then out of control, and soldiers failed to catch the towing ropes. Women and children ran screaming from the path of the airship, the trailing ropes of which tripped scores. The airship just missed colliding with the balloon factory, and fouled in a clump of trees, where it burst, the report being heard a mile away. It is now a complete wreck. The crew had miraculous escapes, getting off with a severe shaking. The Lebaudy airship was successfully piloted from Paris to Farnborough on October 26 last, but when she was entering her shed the envelope was pierced by a girder and collapsed. Repairs took some time, and the vessel was only recently made ready to resume her trials. The accident adds to the evidence in favour of the aeroplane as against the dirigible for scouting and observation work, and confirms the wisdom of the French policy in concentrating upon a fleet of 'planes manned by experienced airmen, instead of building costly airships which can only be used in favourable weather. The destroyed airship was of the semi-rigid type, was 337ft in length, and was driven by four motors. SHOT BY POACHERS. ◆ A GAMEKEEPER'S DEATH. [By Electric Telegraph.] LONDON, May 5. Sir Thomas Pilkington's gamekeeper, Harry Joyce, was found dead on the Wakefield Estate with a gunshot wound in the body and the forehead badly cut. Poachers are suspected. CRISIS IN TURKEY. ◆ YOUNG TURKS DIVIDE. [By Electric Telegraph.] CONSTANTINOPLE, May 5. Dissensions in the Young Turk party have led to a ministerial crisis. Mahmoud Skevket Pasha threatened a Dictatorship unless the differences were ended. It is understood that he favours a dissolution. AUSTRALIAN TRADE. ◆ THE FOREIGN ELEMENT. [By Electric Telegraph.] LONDON, May 5. Mr Hamilton Wicks, British Trade Commissioner for Australia, explained to the Manchester Importers and Exporters' Association the salient features of foreign competition in Australia. Mr Langdon, a merchant, remarked that Australia was penalising a large trade by excluding preference to British goods because the finishing process was added abroad. Mr Eythell stated that if Australian cargoes were obtainable, there would be no difficulty in getting the Blue Liners to call from Australia to Manchester direct. NEURALGIA. If the affected parts are bathed freely with Chamberlain's Pain Balm those stabbing burning darting pains will soon disappear. Rub the Balm well in several times during the day, keeping the patient warm and out of the cold wind. Dozens of people suffering from neuralgia have been cured by the use of Chamberlain's Pain Balm. J. and W. Harp, agents, Paeroa. [547,30,688,1510]
opium-para: Opium has been seized during the past two days valued at £480. [693,277,823,297]
bon-marche: Bon Marche [165,1055,394,1100]
home-sub: A INTERESTING ADDRESS. [980,60,1097,71]
xmas-line: (Suitable for Christmas Presents.) [158,1258,267,1268]
bromwich-1: BROMWICH, [30,636,119,653]
best-quality: BEST QUALITY. [176,1274,249,1286]
morgan-line: Study Local Industry and [36,1051,113,1061]
local-item: A reward of £5 is still being offered by the Fast Coast Rabbit Board for a rabbit reported to be located at the back of the Gisborne Park racecourse. The chairman stated at last Saturday's meeting that there were several rabbits there, in fact, a burrow had been opened two chains long. The secretary added that there were a number of people endeavouring to secure the reward. [419,1364,541,1474]
turkey-para: Dissensions in the Young Turk party have led to a ministerial crisis. Mahmoud Skevket Pasha threatened a Dictatorship unless the differences were ended. [552,958,682,1008]
fire-telegraph: [By Electric Telegraph.] [578,100,656,110]
earle-line: Sole Agent for Earle's Teas. [229,1197,330,1208]
aus-telegraph: [By Electric Telegraph.] [578,1083,656,1093]
